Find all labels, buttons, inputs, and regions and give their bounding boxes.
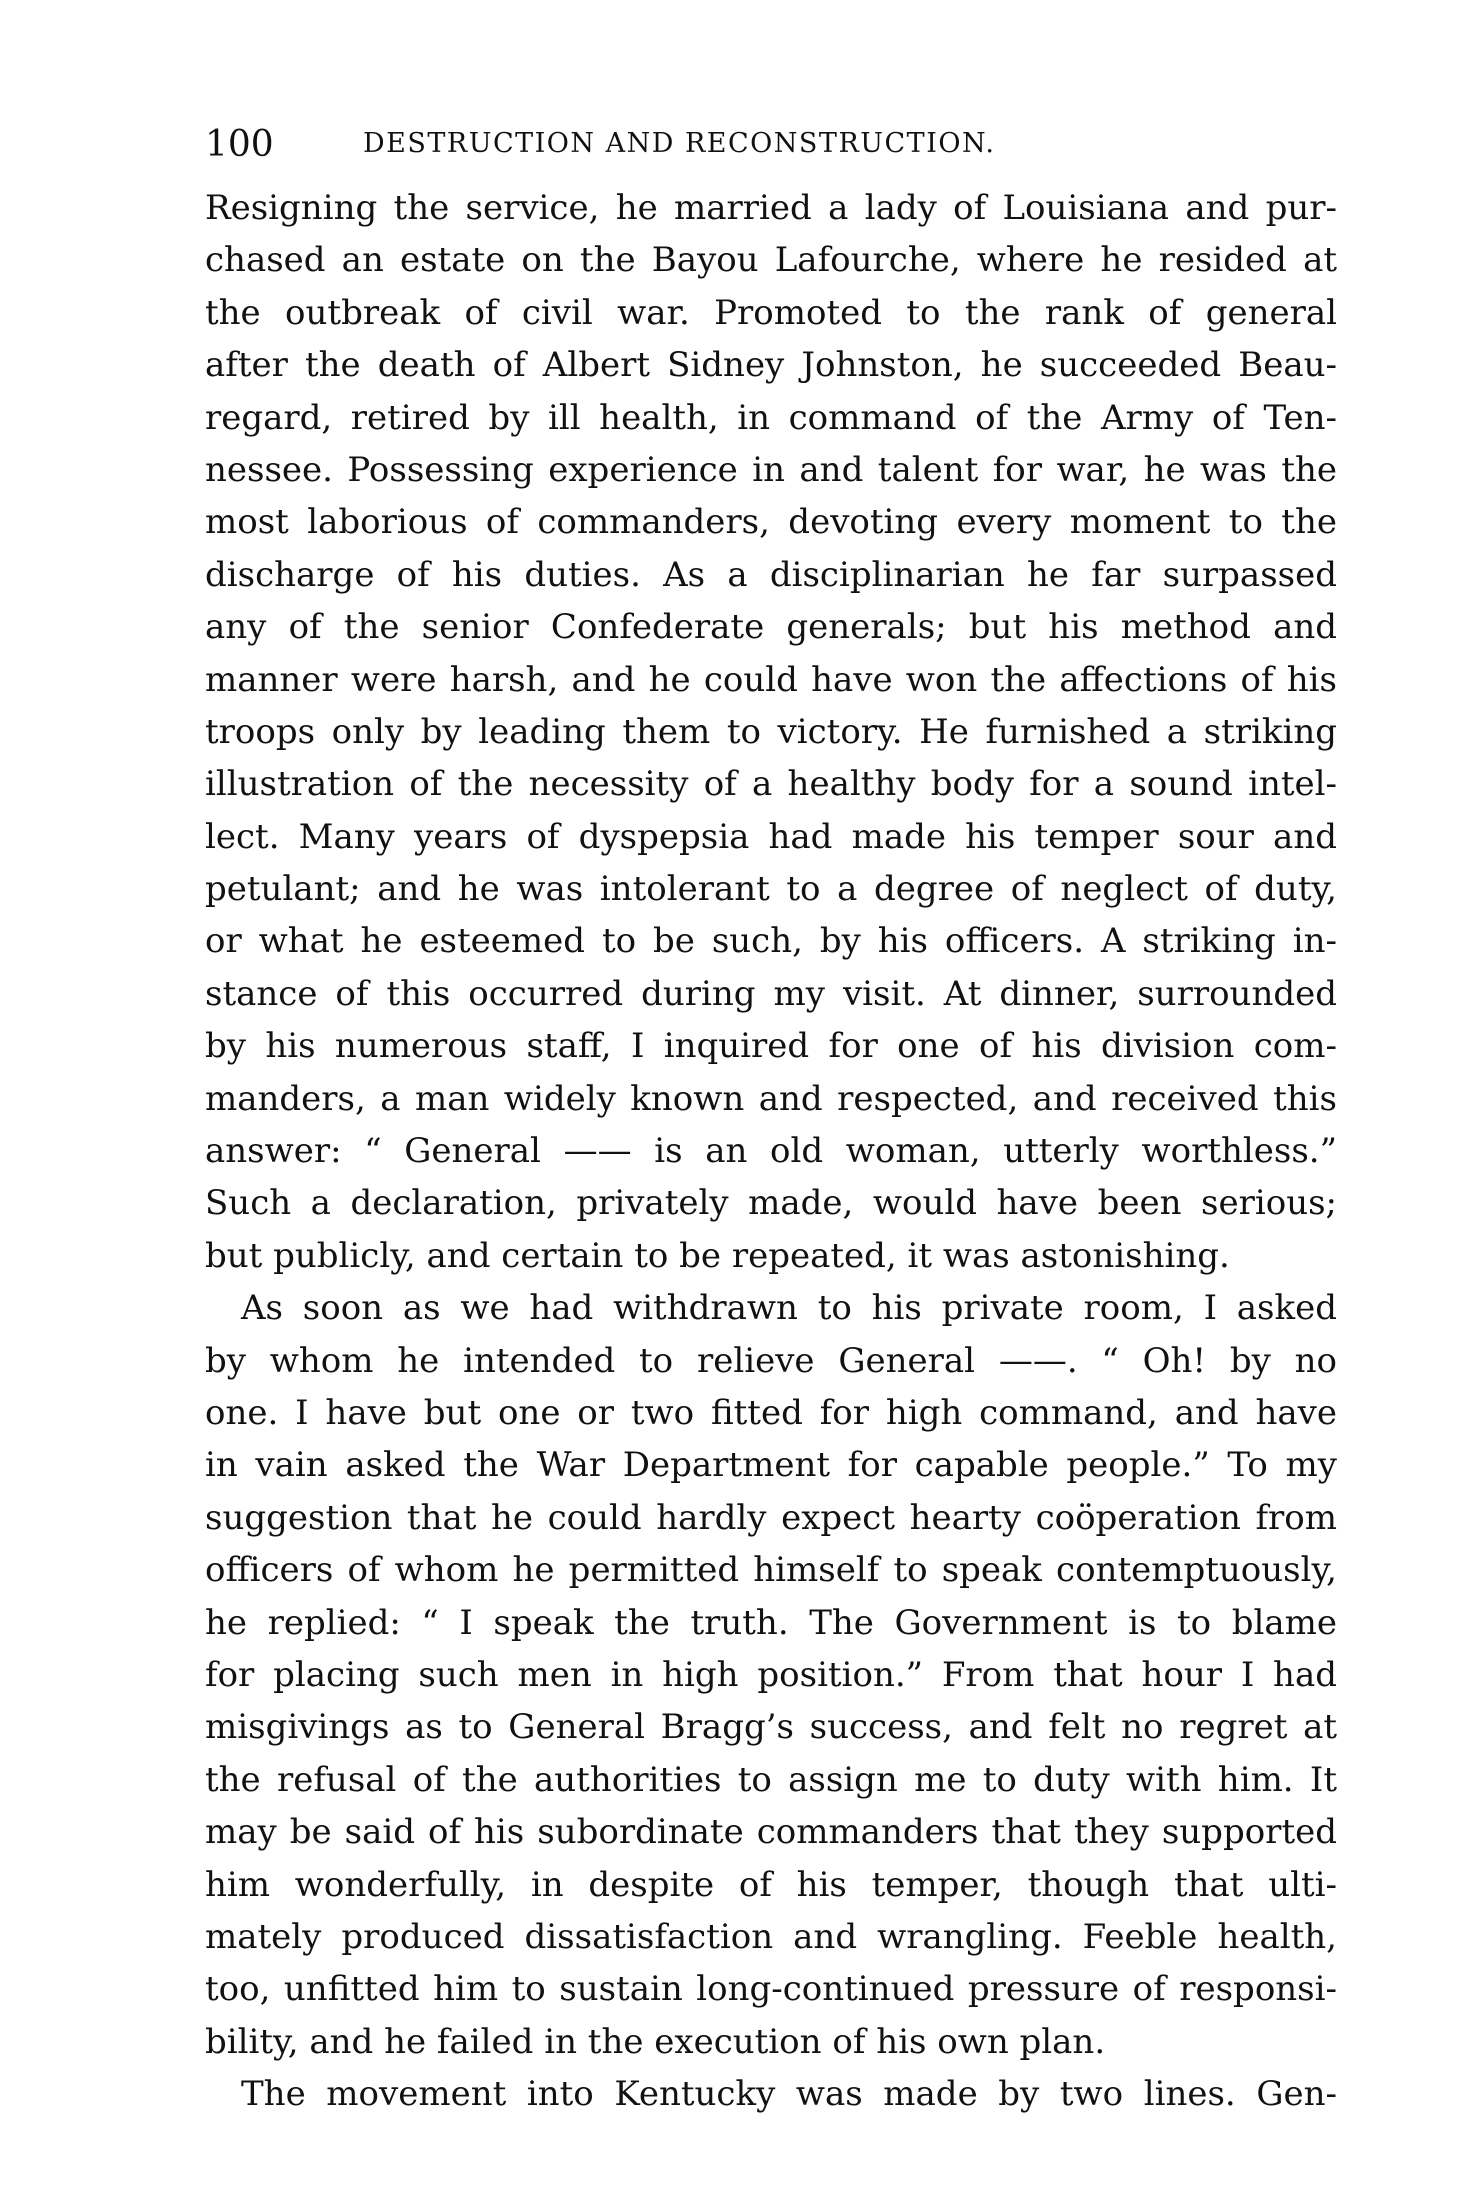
text-line: manders, a man widely known and respected, and received this (205, 1078, 1337, 1119)
text-line: too, unfitted him to sustain long-continued pressure of responsi- (205, 1969, 1337, 2010)
page-number: 100 (205, 124, 274, 165)
text-line: or what he esteemed to be such, by his officers. A striking in- (205, 921, 1337, 962)
text-line: any of the senior Confederate generals; but his method and (205, 607, 1337, 648)
text-line: in vain asked the War Department for capable people.” To my (205, 1445, 1337, 1486)
text-line: regard, retired by ill health, in command of the Army of Ten- (205, 397, 1337, 438)
text-line: he replied: “ I speak the truth. The Government is to blame (205, 1602, 1337, 1643)
text-line: stance of this occurred during my visit. At dinner, surrounded (205, 973, 1337, 1014)
text-line: illustration of the necessity of a healthy body for a sound intel- (205, 764, 1337, 805)
text-line: lect. Many years of dyspepsia had made his temper sour and (205, 816, 1337, 857)
text-line: mately produced dissatisfaction and wrangling. Feeble health, (205, 1916, 1337, 1957)
text-line: Resigning the service, he married a lady of Louisiana and pur- (205, 188, 1337, 228)
text-line: manner were harsh, and he could have won the affections of his (205, 659, 1337, 700)
body-text (205, 182, 1337, 2120)
text-line: answer: “ General —— is an old woman, utterly worthless.” (205, 1131, 1337, 1172)
text-line: may be said of his subordinate commanders that they supported (205, 1812, 1337, 1853)
text-line: one. I have but one or two fitted for high command, and have (205, 1392, 1337, 1433)
text-line: the outbreak of civil war. Promoted to the rank of general (205, 292, 1337, 333)
text-line: nessee. Possessing experience in and talent for war, he was the (205, 449, 1337, 490)
text-line: Such a declaration, privately made, would have been serious; (205, 1183, 1337, 1224)
running-title: DESTRUCTION AND RECONSTRUCTION. (363, 128, 996, 159)
text-line: petulant; and he was intolerant to a degree of neglect of duty, (205, 869, 1337, 910)
page-header (205, 124, 1337, 174)
text-line: by whom he intended to relieve General ——. “ Oh! by no (205, 1340, 1337, 1381)
text-line: for placing such men in high position.” From that hour I had (205, 1654, 1337, 1695)
text-line: misgivings as to General Bragg’s success, and felt no regret at (205, 1707, 1337, 1748)
text-line: by his numerous staff, I inquired for one of his division com- (205, 1026, 1337, 1067)
text-line: bility, and he failed in the execution of his own plan. (205, 2021, 1106, 2062)
text-line: discharge of his duties. As a disciplinarian he far surpassed (205, 554, 1337, 595)
text-line: As soon as we had withdrawn to his private room, I asked (241, 1288, 1337, 1329)
text-line: but publicly, and certain to be repeated, it was astonishing. (205, 1235, 1230, 1276)
text-line: The movement into Kentucky was made by two lines. Gen- (241, 2074, 1337, 2115)
text-line: troops only by leading them to victory. He furnished a striking (205, 711, 1337, 752)
text-line: after the death of Albert Sidney Johnston, he succeeded Beau- (205, 345, 1337, 386)
text-line: chased an estate on the Bayou Lafourche, where he resided at (205, 240, 1337, 281)
text-line: him wonderfully, in despite of his temper, though that ulti- (205, 1864, 1337, 1905)
text-line: suggestion that he could hardly expect hearty coöperation from (205, 1497, 1337, 1538)
text-line: the refusal of the authorities to assign me to duty with him. It (205, 1759, 1337, 1800)
text-line: most laborious of commanders, devoting every moment to the (205, 502, 1337, 543)
text-line: officers of whom he permitted himself to speak contemptuously, (205, 1550, 1337, 1591)
